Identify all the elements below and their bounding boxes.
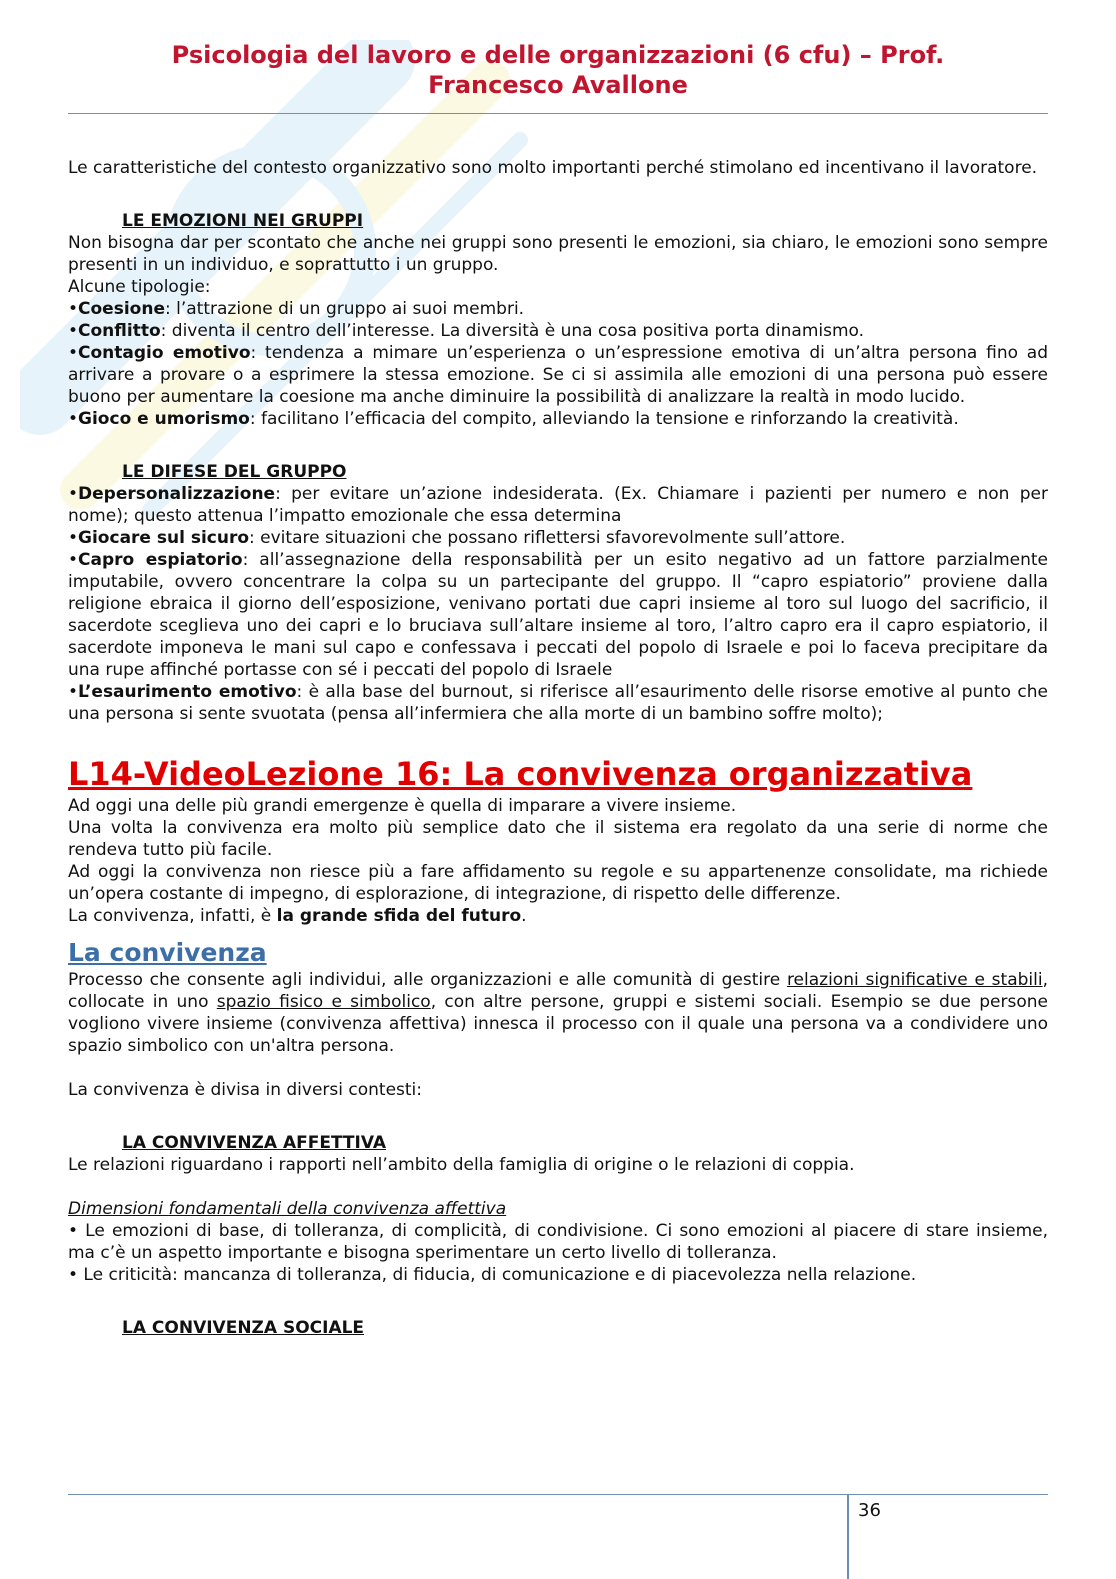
list-item: •Depersonalizzazione: per evitare un’azione indesiderata. (Ex. Chiamare i pazienti per numero e non per nome); questo attenua l’impatto emozionale che essa determina: [68, 484, 1048, 526]
page-content: [68, 157, 1048, 1339]
list-text: : tendenza a mimare un’esperienza o un’espressione emotiva di un’altra persona fino ad arrivare a provare o a esprimere la stessa emozione. Se ci si assimila alle emozioni di una persona può essere buono per aumentare la coesione ma anche diminuire la possibilità di analizzare la realtà in modo lucido.: [68, 343, 1048, 407]
list-item: •L’esaurimento emotivo: è alla base del burnout, si riferisce all’esaurimento delle risorse emotive al punto che una persona si sente svuotata (pensa all’infermiera che alla morte di un bambino soffre molto);: [68, 682, 1048, 724]
paragraph: Una volta la convivenza era molto più semplice dato che il sistema era regolato da una serie di norme che rendeva tutto più facile.: [68, 818, 1048, 860]
text-span: .: [521, 906, 527, 926]
paragraph: [68, 905, 1048, 927]
paragraph: La convivenza è divisa in diversi contesti:: [68, 1080, 423, 1100]
list-term: Gioco e umorismo: [78, 409, 250, 429]
list-term: Coesione: [78, 299, 165, 319]
section-heading-difese: LE DIFESE DEL GRUPPO: [122, 462, 347, 482]
list-term: Depersonalizzazione: [78, 484, 276, 504]
section-heading-affettiva: LA CONVIVENZA AFFETTIVA: [122, 1133, 387, 1153]
page-number: 36: [858, 1500, 881, 1521]
list-text: : all’assegnazione della responsabilità per un esito negativo ad un fattore parzialmente imputabile, ovvero concentrare la colpa su un partecipante del gruppo. Il “capro espiatorio” proviene dalla religione ebraica il giorno dell’esposizione, venivano portati due capri insieme al toro sul luogo del sacrificio, il sacerdote sceglieva uno dei capri e lo bruciava sull’altare insieme al toro, l’altro capro era il capro espiatorio, il sacerdote imponeva le mani sul capo e confessava i peccati del popolo di Israele e poi lo faceva precipitare da una rupe affinché portasse con sé i peccati del popolo di Israele: [68, 550, 1048, 680]
paragraph: Ad oggi una delle più grandi emergenze è quella di imparare a vivere insieme.: [68, 796, 737, 816]
footer-vertical-divider: [847, 1494, 849, 1579]
list-item: •Conflitto: diventa il centro dell’interesse. La diversità è una cosa positiva porta dinamismo.: [68, 321, 865, 341]
list-term: Giocare sul sicuro: [78, 528, 250, 548]
section-heading-sociale: LA CONVIVENZA SOCIALE: [122, 1318, 365, 1338]
paragraph: Le relazioni riguardano i rapporti nell’ambito della famiglia di origine o le relazioni di coppia.: [68, 1155, 855, 1175]
list-text: : diventa il centro dell’interesse. La diversità è una cosa positiva porta dinamismo.: [160, 321, 865, 341]
list-term: Conflitto: [78, 321, 161, 341]
paragraph: Ad oggi la convivenza non riesce più a fare affidamento su regole e su appartenenze consolidate, ma richiede un’opera costante di impegno, di esplorazione, di integrazione, di rispetto delle differenze.: [68, 862, 1048, 904]
paragraph: Non bisogna dar per scontato che anche nei gruppi sono presenti le emozioni, sia chiaro, le emozioni sono sempre presenti in un individuo, e soprattutto i un gruppo.: [68, 233, 1048, 275]
list-term: L’esaurimento emotivo: [78, 682, 297, 702]
list-text: : l’attrazione di un gruppo ai suoi membri.: [164, 299, 525, 319]
header-title-line1: Psicologia del lavoro e delle organizzazioni (6 cfu) – Prof.: [171, 41, 945, 69]
list-text: : per evitare un’azione indesiderata. (Ex. Chiamare i pazienti per numero e non per nome); questo attenua l’impatto emozionale che essa determina: [68, 484, 1048, 526]
paragraph: [68, 969, 1048, 1057]
section-heading-emozioni: LE EMOZIONI NEI GRUPPI: [122, 211, 364, 231]
list-item: •Capro espiatorio: all’assegnazione della responsabilità per un esito negativo ad un fattore parzialmente imputabile, ovvero concentrare la colpa su un partecipante del gruppo. Il “capro espiatorio” proviene dalla religione ebraica il giorno dell’esposizione, venivano portati due capri insieme al toro sul luogo del sacrificio, il sacerdote sceglieva uno dei capri e lo bruciava sull’altare insieme al toro, l’altro capro era il capro espiatorio, il sacerdote imponeva le mani sul capo e confessava i peccati del popolo di Israele e poi lo faceva precipitare da una rupe affinché portasse con sé i peccati del popolo di Israele: [68, 550, 1048, 680]
list-term: Capro espiatorio: [78, 550, 243, 570]
paragraph: Alcune tipologie:: [68, 277, 211, 297]
text-span: , con altre persone, gruppi e sistemi sociali. Esempio se due persone vogliono vivere insieme (convivenza affettiva) innesca il processo con il quale una persona va a condividere uno spazio simbolico con un'altra persona.: [68, 992, 1048, 1056]
text-span: , collocate in uno: [68, 970, 1048, 1012]
underlined-phrase: relazioni significative e stabili: [786, 970, 1043, 990]
bullet-item: • Le emozioni di base, di tolleranza, di complicità, di condivisione. Ci sono emozioni al piacere di stare insieme, ma c’è un aspetto importante e bisogna sperimentare un certo livello di tolleranza.: [68, 1221, 1048, 1263]
document-header: [68, 40, 1048, 100]
list-text: : facilitano l’efficacia del compito, alleviando la tensione e rinforzando la creatività.: [249, 409, 959, 429]
header-title-line2: Francesco Avallone: [428, 71, 688, 99]
header-divider: [68, 113, 1048, 114]
list-text: : evitare situazioni che possano riflettersi sfavorevolmente sull’attore.: [249, 528, 846, 548]
subsection-title: Dimensioni fondamentali della convivenza affettiva: [68, 1199, 507, 1219]
intro-paragraph: Le caratteristiche del contesto organizzativo sono molto importanti perché stimolano ed incentivano il lavoratore.: [68, 158, 1038, 178]
footer-divider: [68, 1494, 1048, 1495]
underlined-phrase: spazio fisico e simbolico: [216, 992, 431, 1012]
bullet-item: • Le criticità: mancanza di tolleranza, di fiducia, di comunicazione e di piacevolezza nella relazione.: [68, 1265, 917, 1285]
list-term: Contagio emotivo: [78, 343, 251, 363]
list-item: •Coesione: l’attrazione di un gruppo ai suoi membri.: [68, 299, 525, 319]
list-text: : è alla base del burnout, si riferisce all’esaurimento delle risorse emotive al punto che una persona si sente svuotata (pensa all’infermiera che alla morte di un bambino soffre molto);: [68, 682, 1048, 724]
lesson-title: L14-VideoLezione 16: La convivenza organizzativa: [68, 755, 973, 793]
list-item: •Gioco e umorismo: facilitano l’efficacia del compito, alleviando la tensione e rinforzando la creatività.: [68, 409, 959, 429]
bold-phrase: la grande sfida del futuro: [276, 906, 522, 926]
section-title-convivenza: La convivenza: [68, 938, 267, 967]
list-item: •Giocare sul sicuro: evitare situazioni che possano riflettersi sfavorevolmente sull’attore.: [68, 528, 846, 548]
text-span: La convivenza, infatti, è: [68, 906, 277, 926]
text-span: Processo che consente agli individui, alle organizzazioni e alle comunità di gestire: [68, 970, 787, 990]
list-item: •Contagio emotivo: tendenza a mimare un’esperienza o un’espressione emotiva di un’altra persona fino ad arrivare a provare o a esprimere la stessa emozione. Se ci si assimila alle emozioni di una persona può essere buono per aumentare la coesione ma anche diminuire la possibilità di analizzare la realtà in modo lucido.: [68, 343, 1048, 407]
